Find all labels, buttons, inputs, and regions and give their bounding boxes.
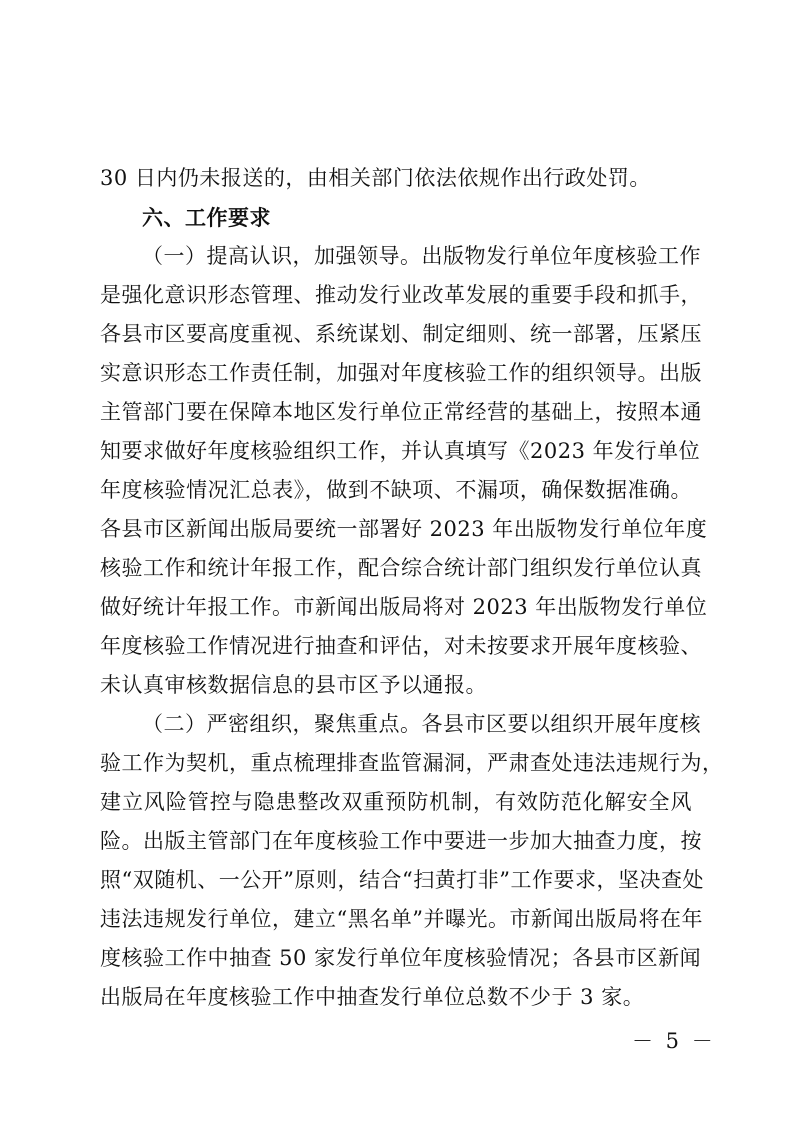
paragraph-line: 未认真审核数据信息的县市区予以通报。	[100, 673, 487, 697]
paragraph-line: 实意识形态工作责任制，加强对年度核验工作的组织领导。出版	[100, 361, 702, 385]
paragraph-line: （二）严密组织，聚焦重点。各县市区要以组织开展年度核	[142, 712, 701, 736]
paragraph-line: 做好统计年报工作。市新闻出版局将对 2023 年出版物发行单位	[100, 595, 708, 619]
paragraph-line: 是强化意识形态管理、推动发行业改革发展的重要手段和抓手，	[100, 283, 702, 307]
paragraph-line: 照“双随机、一公开”原则，结合“扫黄打非”工作要求，坚决查处	[100, 868, 704, 892]
paragraph-line: 度核验工作中抽查 50 家发行单位年度核验情况；各县市区新闻	[100, 946, 702, 970]
paragraph-line: 核验工作和统计年报工作，配合综合统计部门组织发行单位认真	[100, 556, 702, 580]
section-heading: 六、工作要求	[142, 206, 271, 230]
paragraph-line: 违法违规发行单位，建立“黑名单”并曝光。市新闻出版局将在年	[100, 907, 703, 931]
page-number: － 5 －	[632, 1029, 716, 1053]
paragraph-line: 险。出版主管部门在年度核验工作中要进一步加大抽查力度，按	[100, 829, 702, 853]
paragraph-line: 年度核验情况汇总表》，做到不缺项、不漏项，确保数据准确。	[100, 478, 692, 502]
paragraph-line: （一）提高认识，加强领导。出版物发行单位年度核验工作	[142, 244, 701, 268]
paragraph-line: 年度核验工作情况进行抽查和评估，对未按要求开展年度核验、	[100, 634, 702, 658]
paragraph-line: 各县市区新闻出版局要统一部署好 2023 年出版物发行单位年度	[100, 517, 708, 541]
paragraph-line: 验工作为契机，重点梳理排查监管漏洞，严肃查处违法违规行为，	[100, 751, 724, 775]
paragraph-line: 知要求做好年度核验组织工作，并认真填写《2023 年发行单位	[100, 439, 701, 463]
paragraph-line: 30 日内仍未报送的，由相关部门依法依规作出行政处罚。	[100, 166, 651, 190]
paragraph-line: 建立风险管控与隐患整改双重预防机制，有效防范化解安全风	[100, 790, 692, 814]
paragraph-line: 主管部门要在保障本地区发行单位正常经营的基础上，按照本通	[100, 400, 702, 424]
paragraph-line: 各县市区要高度重视、系统谋划、制定细则、统一部署，压紧压	[100, 322, 702, 346]
paragraph-line: 出版局在年度核验工作中抽查发行单位总数不少于 3 家。	[100, 985, 645, 1009]
